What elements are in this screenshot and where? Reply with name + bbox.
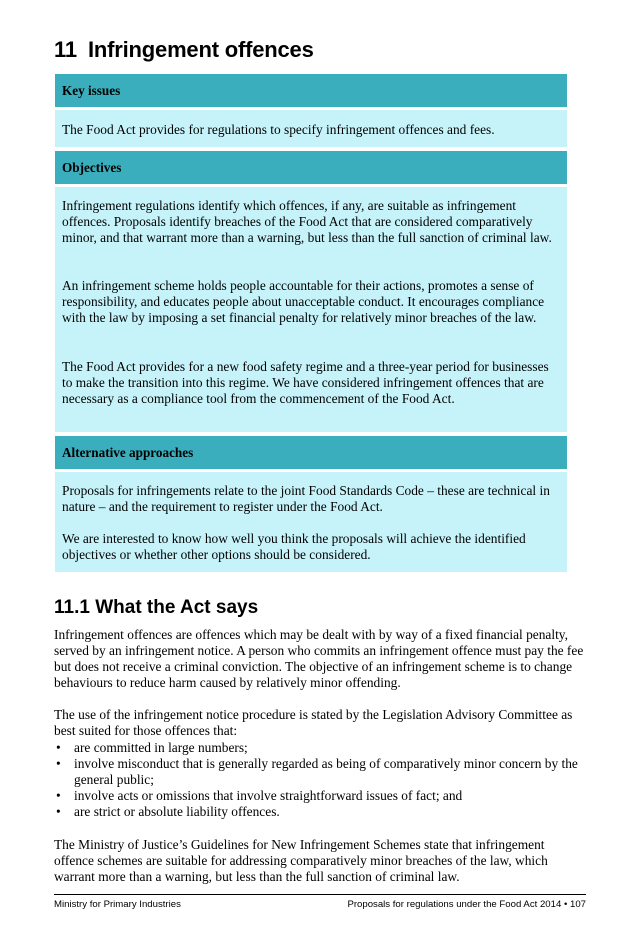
list-item-text: are strict or absolute liability offences.	[74, 804, 280, 819]
bullet-glyph: •	[56, 740, 61, 755]
chapter-heading	[54, 36, 314, 64]
alternative-approaches-paragraph-2: We are interested to know how well you think the proposals will achieve the identified objectives or whether other options should be considered.	[62, 531, 526, 562]
list-item	[54, 740, 586, 756]
chapter-number: 11	[54, 37, 77, 62]
section-paragraph-3: The Ministry of Justice’s Guidelines for New Infringement Schemes state that infringement offence schemes are suitable for addressing comparatively minor breaches of the law, which warrant more than a warning, but less than the full sanction of criminal law.	[54, 837, 548, 884]
bullet-glyph: •	[56, 756, 61, 771]
key-issues-heading: Key issues	[55, 74, 567, 107]
section-paragraph-2: The use of the infringement notice procedure is stated by the Legislation Advisory Committee as best suited for those offences that:	[54, 707, 573, 738]
footer-publisher: Ministry for Primary Industries	[54, 899, 181, 910]
list-item-text: involve misconduct that is generally regarded as being of comparatively minor concern by the general public;	[74, 756, 578, 787]
section-paragraph-1: Infringement offences are offences which may be dealt with by way of a fixed financial penalty, served by an infringement notice. A person who commits an infringement offence must pay the fee but does not receive a criminal conviction. The objective of an infringement scheme is to change behaviours to reduce harm caused by relatively minor offending.	[54, 627, 584, 690]
objectives-paragraph-2: An infringement scheme holds people accountable for their actions, promotes a sense of responsibility, and educates people about unacceptable conduct. It encourages compliance with the law by imposing a set financial penalty for relatively minor breaches of the law.	[62, 278, 545, 325]
chapter-title: Infringement offences	[88, 37, 314, 62]
bullet-glyph: •	[56, 788, 61, 803]
list-item	[54, 756, 586, 788]
list-item-text: involve acts or omissions that involve straightforward issues of fact; and	[74, 788, 463, 803]
footer-divider	[54, 894, 586, 895]
objectives-heading: Objectives	[55, 151, 567, 184]
section-heading: 11.1 What the Act says	[54, 597, 259, 618]
alternative-approaches-paragraph-1: Proposals for infringements relate to the joint Food Standards Code – these are technical in nature – and the requirement to register under the Food Act.	[62, 483, 550, 514]
bullet-glyph: •	[56, 804, 61, 819]
key-issues-text: The Food Act provides for regulations to specify infringement offences and fees.	[62, 122, 495, 137]
list-item	[54, 788, 586, 804]
objectives-paragraph-1: Infringement regulations identify which offences, if any, are suitable as infringement offences. Proposals identify breaches of the Food Act that are considered comparatively minor, and that warrant more than a warning, but less than the full sanction of criminal law.	[62, 198, 552, 245]
alternative-approaches-heading: Alternative approaches	[55, 436, 567, 469]
objectives-paragraph-3: The Food Act provides for a new food safety regime and a three-year period for businesses to make the transition into this regime. We have considered infringement offences that are necessary as a compliance tool from the commencement of the Food Act.	[62, 359, 549, 406]
offence-criteria-list	[54, 740, 586, 820]
list-item-text: are committed in large numbers;	[74, 740, 248, 755]
footer-document-page: Proposals for regulations under the Food Act 2014 • 107	[347, 899, 586, 910]
list-item	[54, 804, 586, 820]
